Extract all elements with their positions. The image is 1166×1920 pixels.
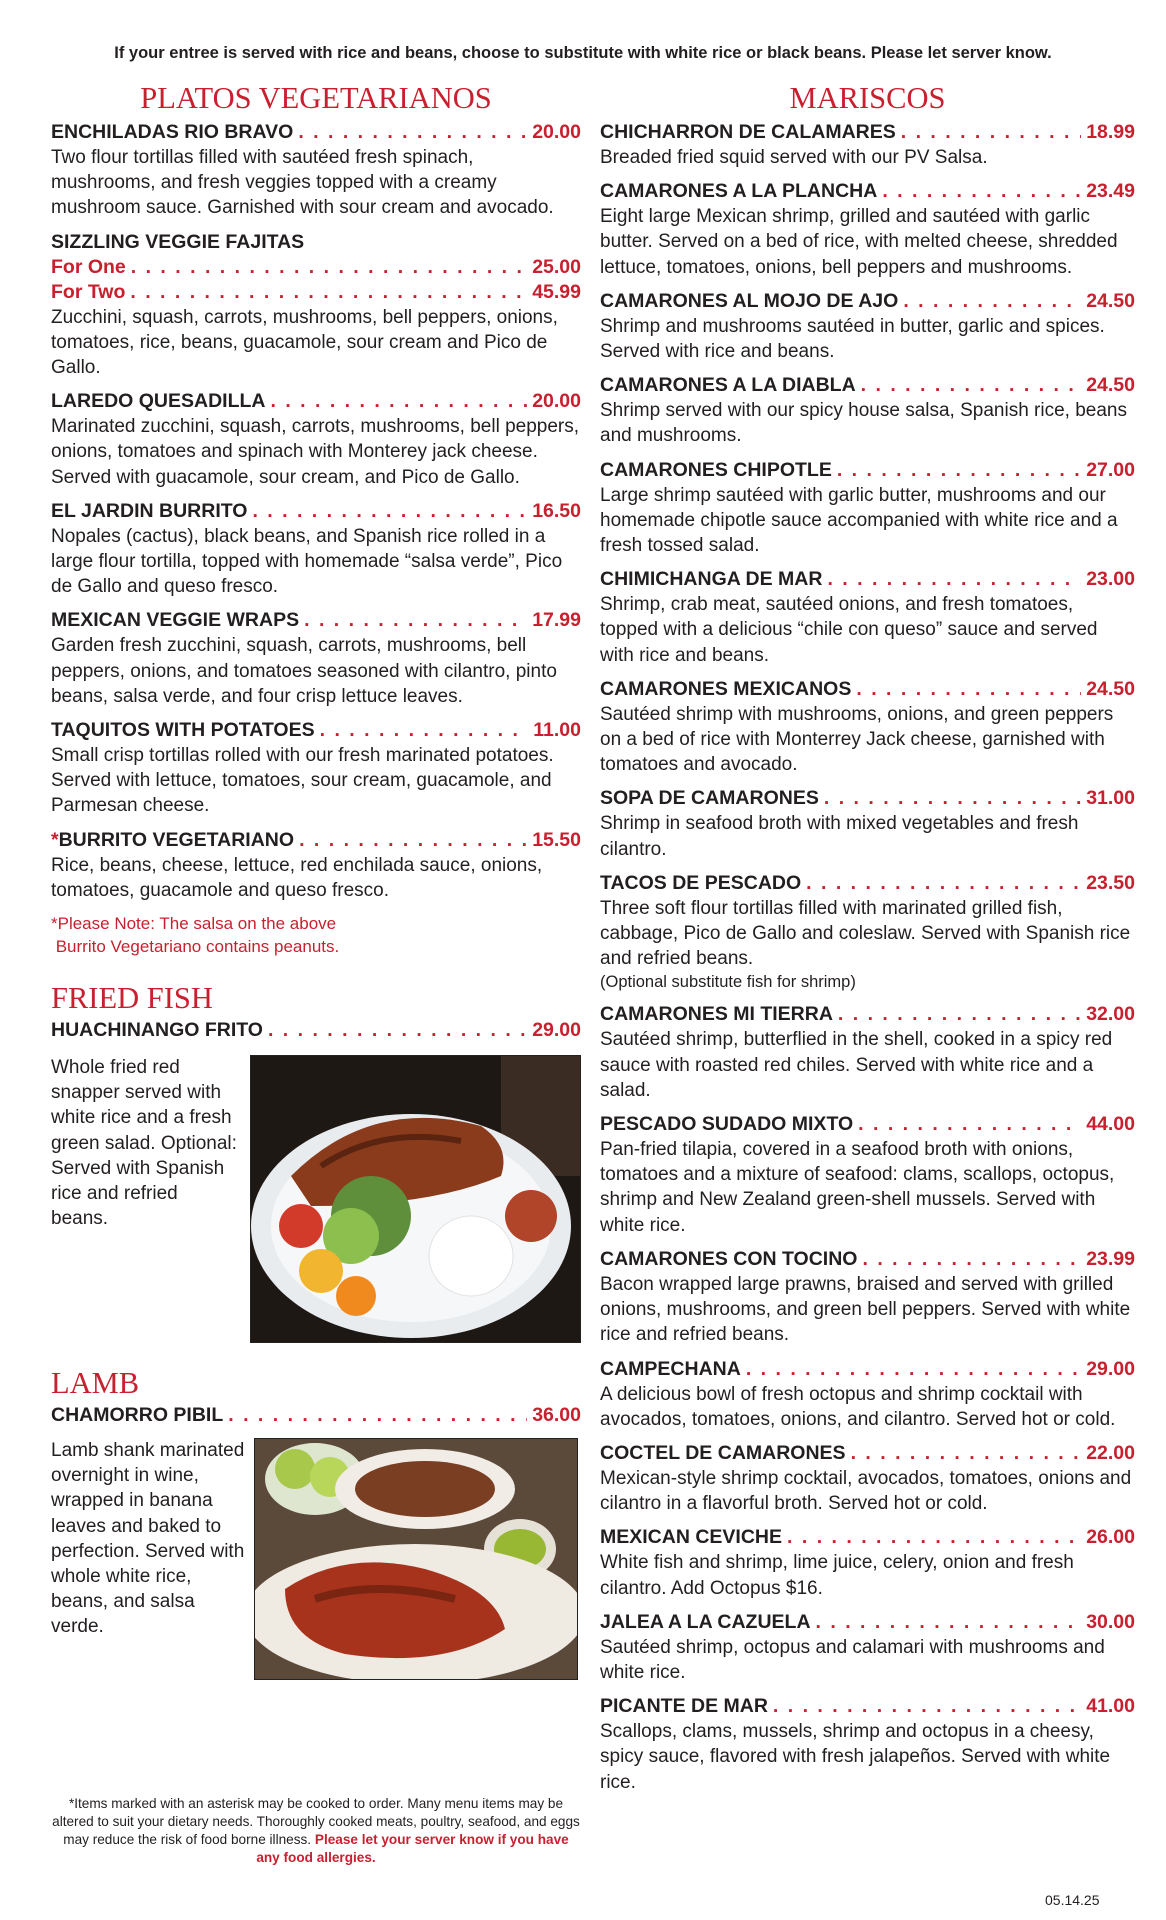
menu-item bbox=[600, 120, 1135, 170]
leader-dots bbox=[299, 828, 527, 853]
peanut-note-line: Burrito Vegetariano contains peanuts. bbox=[51, 937, 340, 957]
item-name: CAMARONES MEXICANOS bbox=[600, 677, 852, 700]
peanut-note bbox=[51, 912, 581, 958]
item-name: MEXICAN VEGGIE WRAPS bbox=[51, 609, 300, 632]
item-description: White fish and shrimp, lime juice, celery, onion and fresh cilantro. Add Octopus $16. bbox=[600, 1552, 1074, 1599]
section-title-seafood: MARISCOS bbox=[789, 81, 946, 115]
menu-item bbox=[600, 1112, 1135, 1238]
left-column bbox=[51, 80, 581, 1680]
menu-item bbox=[51, 120, 581, 221]
item-description: Garden fresh zucchini, squash, carrots, mushrooms, bell peppers, onions, and tomatoes seasoned with cilantro, pinto beans, salsa verde, and four crisp lettuce leaves. bbox=[51, 635, 557, 707]
item-name: CAMARONES MI TIERRA bbox=[600, 1003, 833, 1026]
item-price: 44.00 bbox=[1086, 1113, 1135, 1136]
item-name: TAQUITOS WITH POTATOES bbox=[51, 719, 315, 742]
section-title-lamb: LAMB bbox=[51, 1366, 140, 1401]
menu-item bbox=[600, 179, 1135, 280]
item-description: Mexican-style shrimp cocktail, avocados, tomatoes, onions and cilantro in a flavorful broth. Served hot or cold. bbox=[600, 1467, 1132, 1515]
item-price: 17.99 bbox=[532, 609, 581, 632]
leader-dots bbox=[827, 567, 1081, 592]
item-price: 20.00 bbox=[532, 390, 581, 413]
item-name: CAMPECHANA bbox=[600, 1357, 741, 1380]
menu-item bbox=[600, 373, 1135, 448]
item-description: Shrimp in seafood broth with mixed vegetables and fresh cilantro. bbox=[600, 813, 1079, 860]
menu-item bbox=[600, 786, 1135, 861]
item-name: JALEA A LA CAZUELA bbox=[600, 1610, 811, 1633]
menu-item bbox=[600, 289, 1135, 364]
seafood-list bbox=[600, 120, 1135, 1795]
lamb-shank-illustration bbox=[255, 1439, 577, 1679]
item-price: 22.00 bbox=[1086, 1441, 1135, 1464]
item-description: Scallops, clams, mussels, shrimp and octopus in a cheesy, spicy sauce, flavored with fresh jalapeños. Served with white rice. bbox=[600, 1721, 1111, 1793]
leader-dots bbox=[903, 289, 1081, 314]
item-description: Pan-fried tilapia, covered in a seafood broth with onions, tomatoes and a mixture of seafood: clams, scallops, octopus, shrimp and New Zealand green-shell mussels. Served with white rice. bbox=[600, 1139, 1115, 1236]
item-price: 23.99 bbox=[1086, 1247, 1135, 1270]
section-title-vegetarian: PLATOS VEGETARIANOS bbox=[140, 81, 492, 115]
leader-dots bbox=[773, 1694, 1081, 1719]
item-price: 29.00 bbox=[1086, 1357, 1135, 1380]
item-description: Breaded fried squid served with our PV Salsa. bbox=[600, 147, 988, 168]
menu-item bbox=[600, 567, 1135, 668]
size-label: For One bbox=[51, 255, 126, 278]
item-name: EL JARDIN BURRITO bbox=[51, 499, 248, 522]
item-name: MEXICAN CEVICHE bbox=[600, 1526, 783, 1549]
menu-item bbox=[51, 828, 581, 903]
item-name: SIZZLING VEGGIE FAJITAS bbox=[51, 230, 305, 253]
allergy-warning: Please let your server know if you have any food allergies. bbox=[256, 1832, 569, 1865]
item-description: Two flour tortillas filled with sautéed fresh spinach, mushrooms, and fresh veggies topped with a creamy mushroom sauce. Garnished with sour cream and avocado. bbox=[51, 147, 554, 219]
item-price: 23.50 bbox=[1086, 871, 1135, 894]
leader-dots bbox=[862, 1247, 1081, 1272]
item-description: Sautéed shrimp, octopus and calamari with mushrooms and white rice. bbox=[600, 1636, 1105, 1683]
item-name: BURRITO VEGETARIANO bbox=[58, 828, 295, 851]
section-title-fried-fish: FRIED FISH bbox=[51, 981, 213, 1016]
item-name: CAMARONES A LA DIABLA bbox=[600, 374, 856, 397]
item-description: Shrimp, crab meat, sautéed onions, and fresh tomatoes, topped with a delicious “chile con queso” sauce and served with rice and beans. bbox=[600, 594, 1098, 666]
item-price: 11.00 bbox=[533, 719, 581, 742]
item-price: 45.99 bbox=[532, 280, 581, 303]
date-code: 05.14.25 bbox=[1045, 1892, 1100, 1908]
item-description: Bacon wrapped large prawns, braised and served with grilled onions, mushrooms, and green bell peppers. Served with white rice and refried beans. bbox=[600, 1273, 1131, 1346]
leader-dots bbox=[228, 1403, 527, 1428]
item-price: 15.50 bbox=[532, 828, 581, 851]
item-description: Marinated zucchini, squash, carrots, mushrooms, bell peppers, onions, tomatoes and spinach with Monterey jack cheese. Served with guacamole, sour cream, and Pico de Gallo. bbox=[51, 416, 580, 488]
leader-dots bbox=[856, 677, 1081, 702]
item-price: 41.00 bbox=[1086, 1695, 1135, 1718]
leader-dots bbox=[268, 1018, 527, 1043]
disclaimer-text: *Items marked with an asterisk may be cooked to order. Many menu items may be altered to suit your dietary needs. Thoroughly cooked meats, poultry, seafood, and eggs may reduce the risk of food borne illness. bbox=[52, 1796, 580, 1847]
right-column bbox=[600, 80, 1135, 1804]
asterisk-mark: * bbox=[51, 828, 59, 851]
item-description: Whole fried red snapper served with white rice and a fresh green salad. Optional: Served with Spanish rice and refried beans. bbox=[51, 1057, 237, 1230]
item-name: CAMARONES A LA PLANCHA bbox=[600, 180, 878, 203]
item-description: Small crisp tortillas rolled with our fresh marinated potatoes. Served with lettuce, tomatoes, sour cream, guacamole, and Parmesan cheese. bbox=[51, 745, 554, 817]
lamb-shank-photo bbox=[254, 1438, 578, 1680]
leader-dots bbox=[131, 255, 527, 280]
allergy-disclaimer bbox=[51, 1795, 581, 1867]
item-name: HUACHINANGO FRITO bbox=[51, 1019, 263, 1042]
leader-dots bbox=[320, 718, 529, 743]
menu-item bbox=[600, 458, 1135, 559]
item-name: ENCHILADAS RIO BRAVO bbox=[51, 121, 294, 143]
item-description: Zucchini, squash, carrots, mushrooms, bell peppers, onions, tomatoes, rice, beans, guacamole, sour cream and Pico de Gallo. bbox=[51, 306, 558, 379]
item-description: Sautéed shrimp with mushrooms, onions, and green peppers on a bed of rice with Monterrey Jack cheese, garnished with tomatoes and avocado. bbox=[600, 703, 1114, 776]
item-price: 27.00 bbox=[1086, 458, 1135, 481]
item-description: Shrimp served with our spicy house salsa, Spanish rice, beans and mushrooms. bbox=[600, 400, 1127, 447]
leader-dots bbox=[787, 1525, 1081, 1550]
item-description: Nopales (cactus), black beans, and Spanish rice rolled in a large flour tortilla, topped with homemade “salsa verde”, Pico de Gallo and queso fresco. bbox=[51, 525, 563, 598]
item-name: CHICHARRON DE CALAMARES bbox=[600, 121, 896, 143]
item-description: A delicious bowl of fresh octopus and shrimp cocktail with avocados, tomatoes, onions, and cilantro. Served hot or cold. bbox=[600, 1383, 1116, 1430]
item-price: 24.50 bbox=[1086, 677, 1135, 700]
item-name: LAREDO QUESADILLA bbox=[51, 390, 266, 413]
leader-dots bbox=[252, 499, 527, 524]
item-price: 23.00 bbox=[1086, 568, 1135, 591]
leader-dots bbox=[851, 1441, 1082, 1466]
item-description: Shrimp and mushrooms sautéed in butter, garlic and spices. Served with rice and beans. bbox=[600, 315, 1105, 363]
leader-dots bbox=[271, 389, 528, 414]
leader-dots bbox=[130, 280, 527, 305]
menu-item bbox=[600, 677, 1135, 778]
item-footnote: (Optional substitute fish for shrimp) bbox=[600, 973, 856, 992]
leader-dots bbox=[304, 608, 527, 633]
leader-dots bbox=[746, 1357, 1081, 1382]
item-price: 29.00 bbox=[532, 1019, 581, 1042]
item-name: CHIMICHANGA DE MAR bbox=[600, 568, 823, 591]
item-price: 23.49 bbox=[1086, 180, 1135, 203]
menu-item bbox=[600, 1610, 1135, 1685]
item-name: TACOS DE PESCADO bbox=[600, 871, 802, 894]
fried-fish-photo bbox=[250, 1055, 581, 1343]
item-description: Lamb shank marinated overnight in wine, wrapped in banana leaves and baked to perfection. Served with whole white rice, beans, and salsa verde. bbox=[51, 1440, 245, 1638]
item-price: 16.50 bbox=[532, 499, 581, 522]
item-name: PESCADO SUDADO MIXTO bbox=[600, 1113, 854, 1136]
substitution-notice: If your entree is served with rice and beans, choose to substitute with white rice or black beans. Please let server know. bbox=[114, 44, 1052, 62]
item-name: CAMARONES CON TOCINO bbox=[600, 1247, 858, 1270]
item-name: CAMARONES CHIPOTLE bbox=[600, 458, 832, 481]
item-description: Sautéed shrimp, butterflied in the shell, cooked in a spicy red sauce with roasted red chiles. Served with white rice and a salad. bbox=[600, 1029, 1113, 1101]
item-description: Eight large Mexican shrimp, grilled and sautéed with garlic butter. Served on a bed of rice, with melted cheese, shredded lettuce, tomatoes, onions, bell peppers and mushrooms. bbox=[600, 206, 1118, 278]
leader-dots bbox=[901, 120, 1081, 145]
menu-item bbox=[51, 608, 581, 709]
item-price: 31.00 bbox=[1086, 787, 1135, 810]
leader-dots bbox=[806, 871, 1081, 896]
item-description: Rice, beans, cheese, lettuce, red enchilada sauce, onions, tomatoes, guacamole and queso fresco. bbox=[51, 854, 543, 901]
leader-dots bbox=[837, 458, 1081, 483]
leader-dots bbox=[882, 179, 1081, 204]
leader-dots bbox=[816, 1610, 1082, 1635]
item-price: 36.00 bbox=[532, 1404, 581, 1427]
item-price: 25.00 bbox=[532, 255, 581, 278]
menu-item bbox=[600, 1357, 1135, 1432]
item-name: CHAMORRO PIBIL bbox=[51, 1404, 224, 1427]
menu-item bbox=[51, 718, 581, 819]
leader-dots bbox=[858, 1112, 1081, 1137]
item-price: 24.50 bbox=[1086, 374, 1135, 397]
item-price: 24.50 bbox=[1086, 289, 1135, 312]
leader-dots bbox=[824, 786, 1081, 811]
menu-item bbox=[600, 1247, 1135, 1348]
item-price: 18.99 bbox=[1086, 121, 1135, 143]
menu-item bbox=[51, 499, 581, 600]
item-price: 32.00 bbox=[1086, 1003, 1135, 1026]
item-price: 30.00 bbox=[1086, 1610, 1135, 1633]
leader-dots bbox=[838, 1002, 1081, 1027]
item-name: CAMARONES AL MOJO DE AJO bbox=[600, 289, 899, 312]
item-description: Three soft flour tortillas filled with marinated grilled fish, cabbage, Pico de Gallo and coleslaw. Served with Spanish rice and refried beans. bbox=[600, 897, 1131, 970]
menu-item bbox=[51, 389, 581, 490]
menu-item bbox=[600, 1002, 1135, 1103]
menu-item bbox=[600, 871, 1135, 994]
leader-dots bbox=[298, 120, 527, 145]
item-price: 26.00 bbox=[1086, 1526, 1135, 1549]
item-price: 20.00 bbox=[532, 121, 581, 143]
size-label: For Two bbox=[51, 280, 126, 303]
menu-item bbox=[51, 230, 581, 381]
fried-fish-illustration bbox=[251, 1056, 581, 1342]
item-description: Large shrimp sautéed with garlic butter, mushrooms and our homemade chipotle sauce accompanied with white rice and a fresh tossed salad. bbox=[600, 484, 1118, 557]
menu-item bbox=[600, 1525, 1135, 1600]
item-name: COCTEL DE CAMARONES bbox=[600, 1441, 846, 1464]
item-name: PICANTE DE MAR bbox=[600, 1695, 768, 1718]
menu-item bbox=[600, 1694, 1135, 1795]
peanut-note-line: *Please Note: The salsa on the above bbox=[51, 914, 337, 934]
item-name: SOPA DE CAMARONES bbox=[600, 787, 819, 810]
menu-item bbox=[600, 1441, 1135, 1516]
leader-dots bbox=[861, 373, 1082, 398]
